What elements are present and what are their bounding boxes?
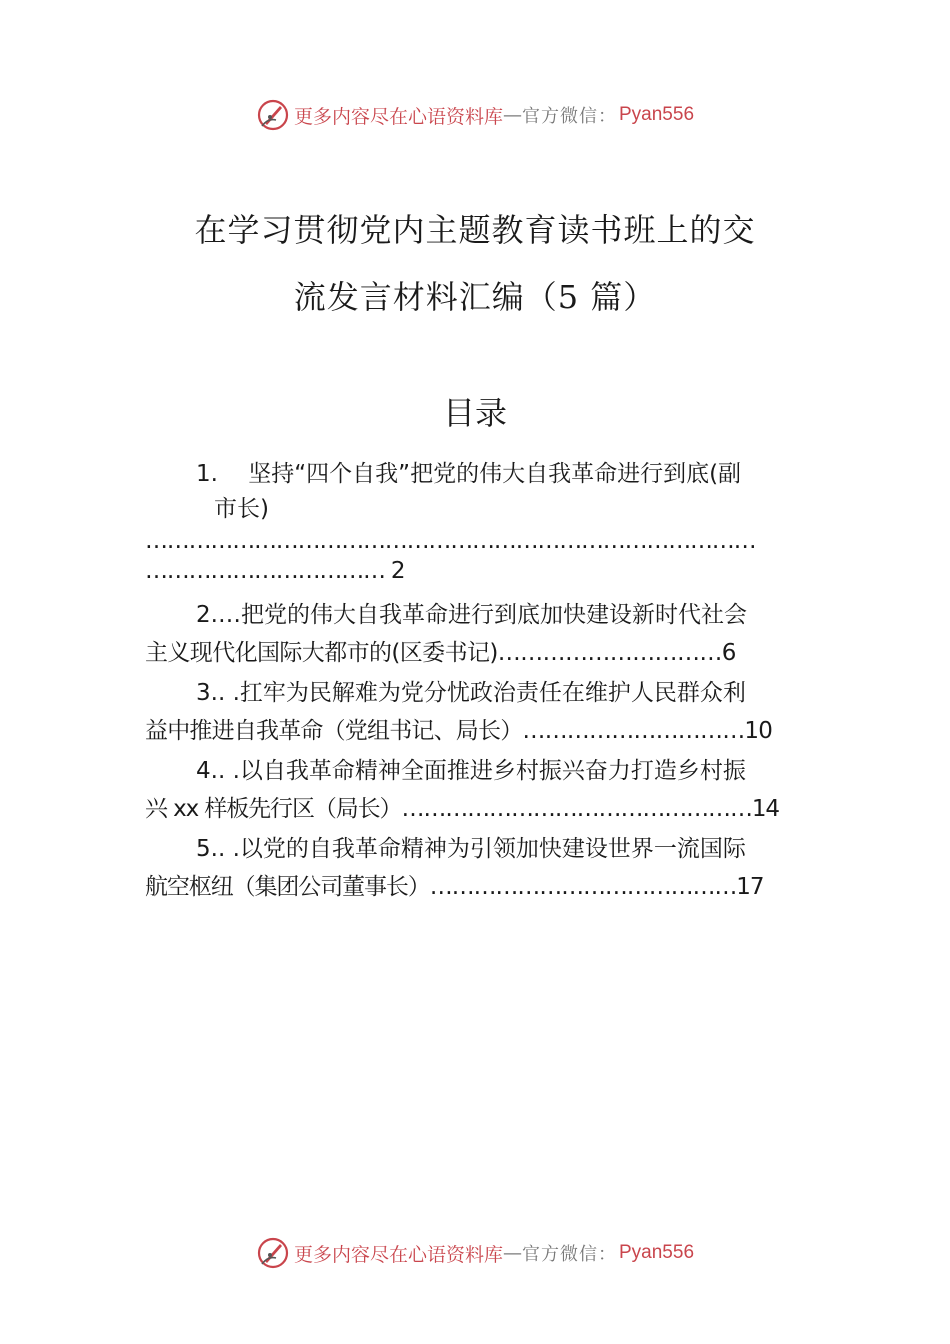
toc-item-1-line2[interactable]: 市长) <box>214 496 269 522</box>
document-title-line2: 流发言材料汇编（5 篇） <box>293 278 657 316</box>
quill-logo-icon <box>256 1236 290 1270</box>
toc-item-3-line1[interactable]: 3.. .扛牢为民解难为党分忧政治责任在维护人民群众利 <box>196 680 746 706</box>
toc-item-5-line2[interactable]: 航空枢纽（集团公司董事长）……………………………………17 <box>145 874 764 900</box>
wechat-label: 官方微信： <box>522 1244 617 1265</box>
banner-separator: — <box>503 1242 522 1264</box>
brand-text: 更多内容尽在心语资料库 <box>293 105 503 128</box>
toc-item-1-page[interactable]: …………………………… 2 <box>145 558 405 584</box>
toc-item-2-line2[interactable]: 主义现代化国际大都市的(区委书记)…………………………6 <box>145 640 736 666</box>
wechat-id: Pyan556 <box>619 104 695 125</box>
toc-item-4-line2[interactable]: 兴 xx 样板先行区（局长）…………………………………………14 <box>145 796 779 822</box>
document-title-line1: 在学习贯彻党内主题教育读书班上的交 <box>194 211 756 249</box>
wechat-id: Pyan556 <box>619 1242 695 1263</box>
toc-item-1-leader-dots: ………………………………………………………………………… <box>145 528 756 554</box>
header-banner <box>0 95 950 135</box>
toc-heading: 目录 <box>442 394 507 432</box>
toc-item-4-line1[interactable]: 4.. .以自我革命精神全面推进乡村振兴奋力打造乡村振 <box>196 758 746 784</box>
toc-item-3-line2[interactable]: 益中推进自我革命（党组书记、局长）…………………………10 <box>145 718 773 744</box>
toc-item-2-line1[interactable]: 2.…把党的伟大自我革命进行到底加快建设新时代社会 <box>196 602 747 628</box>
toc-item-1-line1[interactable]: 1. 坚持“四个自我”把党的伟大自我革命进行到底(副 <box>196 461 742 487</box>
toc-item-5-line1[interactable]: 5.. .以党的自我革命精神为引领加快建设世界一流国际 <box>196 836 746 862</box>
banner-separator: — <box>503 104 522 126</box>
quill-logo-icon <box>256 98 290 132</box>
brand-text: 更多内容尽在心语资料库 <box>293 1243 503 1266</box>
wechat-label: 官方微信： <box>522 106 617 127</box>
footer-banner <box>0 1233 950 1273</box>
